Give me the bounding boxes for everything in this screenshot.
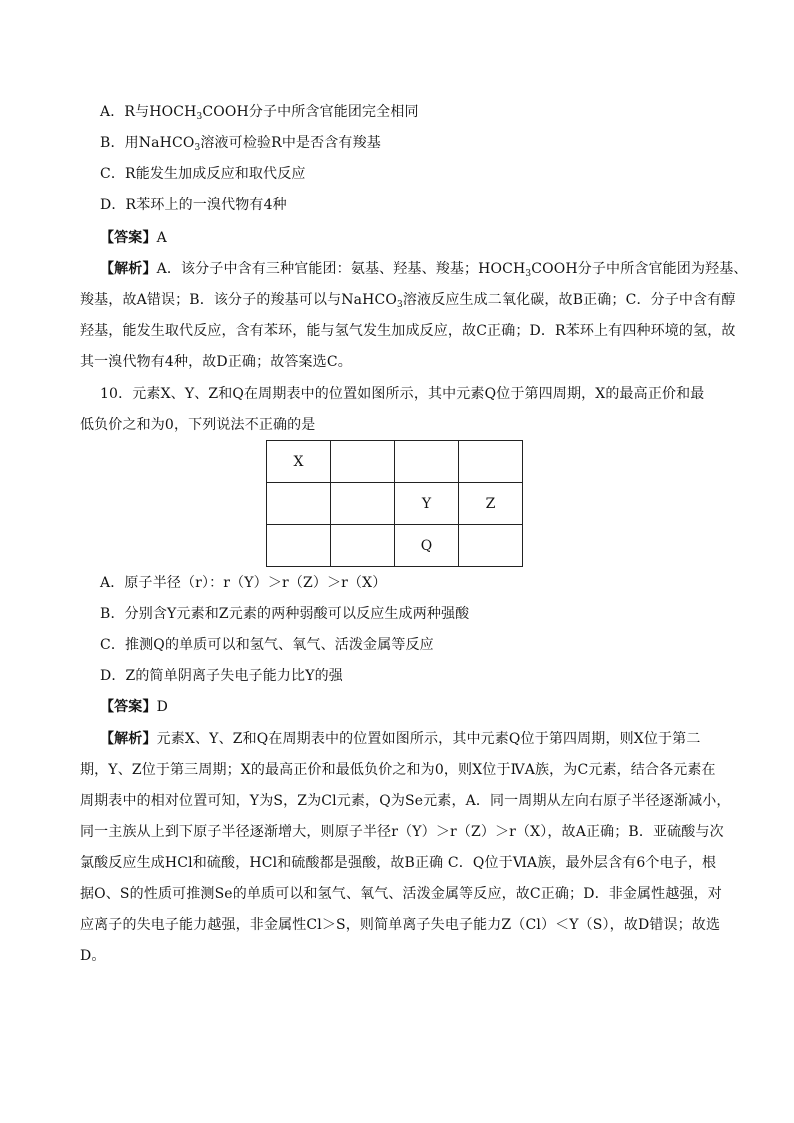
q9-analysis-line-1 — [100, 259, 748, 279]
q10-analysis-line-8: D。 — [80, 948, 106, 964]
table-cell: Y — [395, 483, 459, 525]
answer-label: 【答案】 — [100, 230, 157, 246]
q10-analysis-line-5: 氯酸反应生成HCl和硫酸，HCl和硫酸都是强酸，故B正确 C．Q位于ⅥA族，最外层含有6个电子，根 — [80, 855, 717, 871]
q9-analysis-line-4: 其一溴代物有4种，故D正确；故答案选C。 — [80, 354, 352, 370]
q9-answer — [100, 228, 167, 248]
q10-option-b: B．分别含Y元素和Z元素的两种弱酸可以反应生成两种强酸 — [100, 606, 470, 622]
q10-analysis-line-6: 据O、S的性质可推测Se的单质可以和氢气、氧气、活泼金属等反应，故C正确；D．非金属性越强，对 — [80, 886, 722, 902]
q9-option-a-text: A．R与HOCH — [100, 104, 197, 120]
q9-option-b-text: B．用NaHCO — [100, 135, 195, 151]
table-cell: Z — [459, 483, 523, 525]
subscript: 3 — [525, 269, 532, 279]
answer-label: 【答案】 — [100, 699, 157, 715]
q9-analysis-line-2 — [80, 290, 736, 310]
table-cell — [459, 525, 523, 567]
q10-stem-line-2: 低负价之和为0，下列说法不正确的是 — [80, 417, 316, 433]
table-row — [267, 483, 523, 525]
q9-option-a-tail: COOH分子中所含官能团完全相同 — [202, 104, 419, 120]
analysis-text: 元素X、Y、Z和Q在周期表中的位置如图所示，其中元素Q位于第四周期，则X位于第二 — [156, 731, 701, 747]
q10-option-d: D．Z的简单阴离子失电子能力比Y的强 — [100, 668, 343, 684]
q10-analysis-line-7: 应离子的失电子能力越强，非金属性Cl＞S，则简单离子失电子能力Z（Cl）＜Y（S），故D错误；故选 — [80, 917, 721, 933]
answer-value: A — [156, 230, 167, 246]
table-row — [267, 441, 523, 483]
q9-option-b-tail: 溶液可检验R中是否含有羧基 — [200, 135, 381, 151]
table-cell — [331, 441, 395, 483]
answer-value: D — [156, 699, 168, 715]
q10-analysis-line-1 — [100, 729, 700, 749]
analysis-text: 溶液反应生成二氧化碳，故B正确；C．分子中含有醇 — [402, 292, 736, 308]
q9-option-b — [100, 133, 381, 153]
subscript: 3 — [194, 143, 201, 153]
subscript: 3 — [196, 112, 203, 122]
q9-option-a — [100, 102, 419, 122]
q9-option-c: C．R能发生加成反应和取代反应 — [100, 166, 306, 182]
q10-stem-line-1: 10．元素X、Y、Z和Q在周期表中的位置如图所示，其中元素Q位于第四周期，X的最高正价和最 — [100, 386, 705, 402]
analysis-label: 【解析】 — [100, 731, 157, 747]
q10-analysis-line-3: 周期表中的相对位置可知，Y为S，Z为Cl元素，Q为Se元素，A．同一周期从左向右原子半径逐渐减小， — [80, 793, 731, 809]
table-cell — [267, 525, 331, 567]
q9-option-d: D．R苯环上的一溴代物有4种 — [100, 197, 287, 213]
analysis-text: A．该分子中含有三种官能团：氨基、羟基、羧基；HOCH — [156, 261, 526, 277]
q9-analysis-line-3: 羟基，能发生取代反应，含有苯环，能与氢气发生加成反应，故C正确；D．R苯环上有四种环境的氢，故 — [80, 323, 736, 339]
q10-option-a: A．原子半径（r）：r（Y）＞r（Z）＞r（X） — [100, 575, 387, 591]
analysis-text: 羧基，故A错误；B．该分子的羧基可以与NaHCO — [80, 292, 397, 308]
periodic-table-fragment — [266, 440, 523, 567]
table-row — [267, 525, 523, 567]
q10-option-c: C．推测Q的单质可以和氢气、氧气、活泼金属等反应 — [100, 637, 434, 653]
table-cell — [331, 525, 395, 567]
table-cell: X — [267, 441, 331, 483]
table-cell — [395, 441, 459, 483]
table-cell — [331, 483, 395, 525]
subscript: 3 — [397, 300, 403, 310]
analysis-text: COOH分子中所含官能团为羟基、 — [531, 261, 748, 277]
analysis-label: 【解析】 — [100, 261, 157, 277]
q10-analysis-line-4: 同一主族从上到下原子半径逐渐增大，则原子半径r（Y）＞r（Z）＞r（X），故A正确；B．亚硫酸与次 — [80, 824, 724, 840]
table-cell: Q — [395, 525, 459, 567]
table-cell — [267, 483, 331, 525]
q10-analysis-line-2: 期，Y、Z位于第三周期；X的最高正价和最低负价之和为0，则X位于ⅣA族，为C元素，结合各元素在 — [80, 762, 716, 778]
table-cell — [459, 441, 523, 483]
q10-answer — [100, 697, 168, 717]
